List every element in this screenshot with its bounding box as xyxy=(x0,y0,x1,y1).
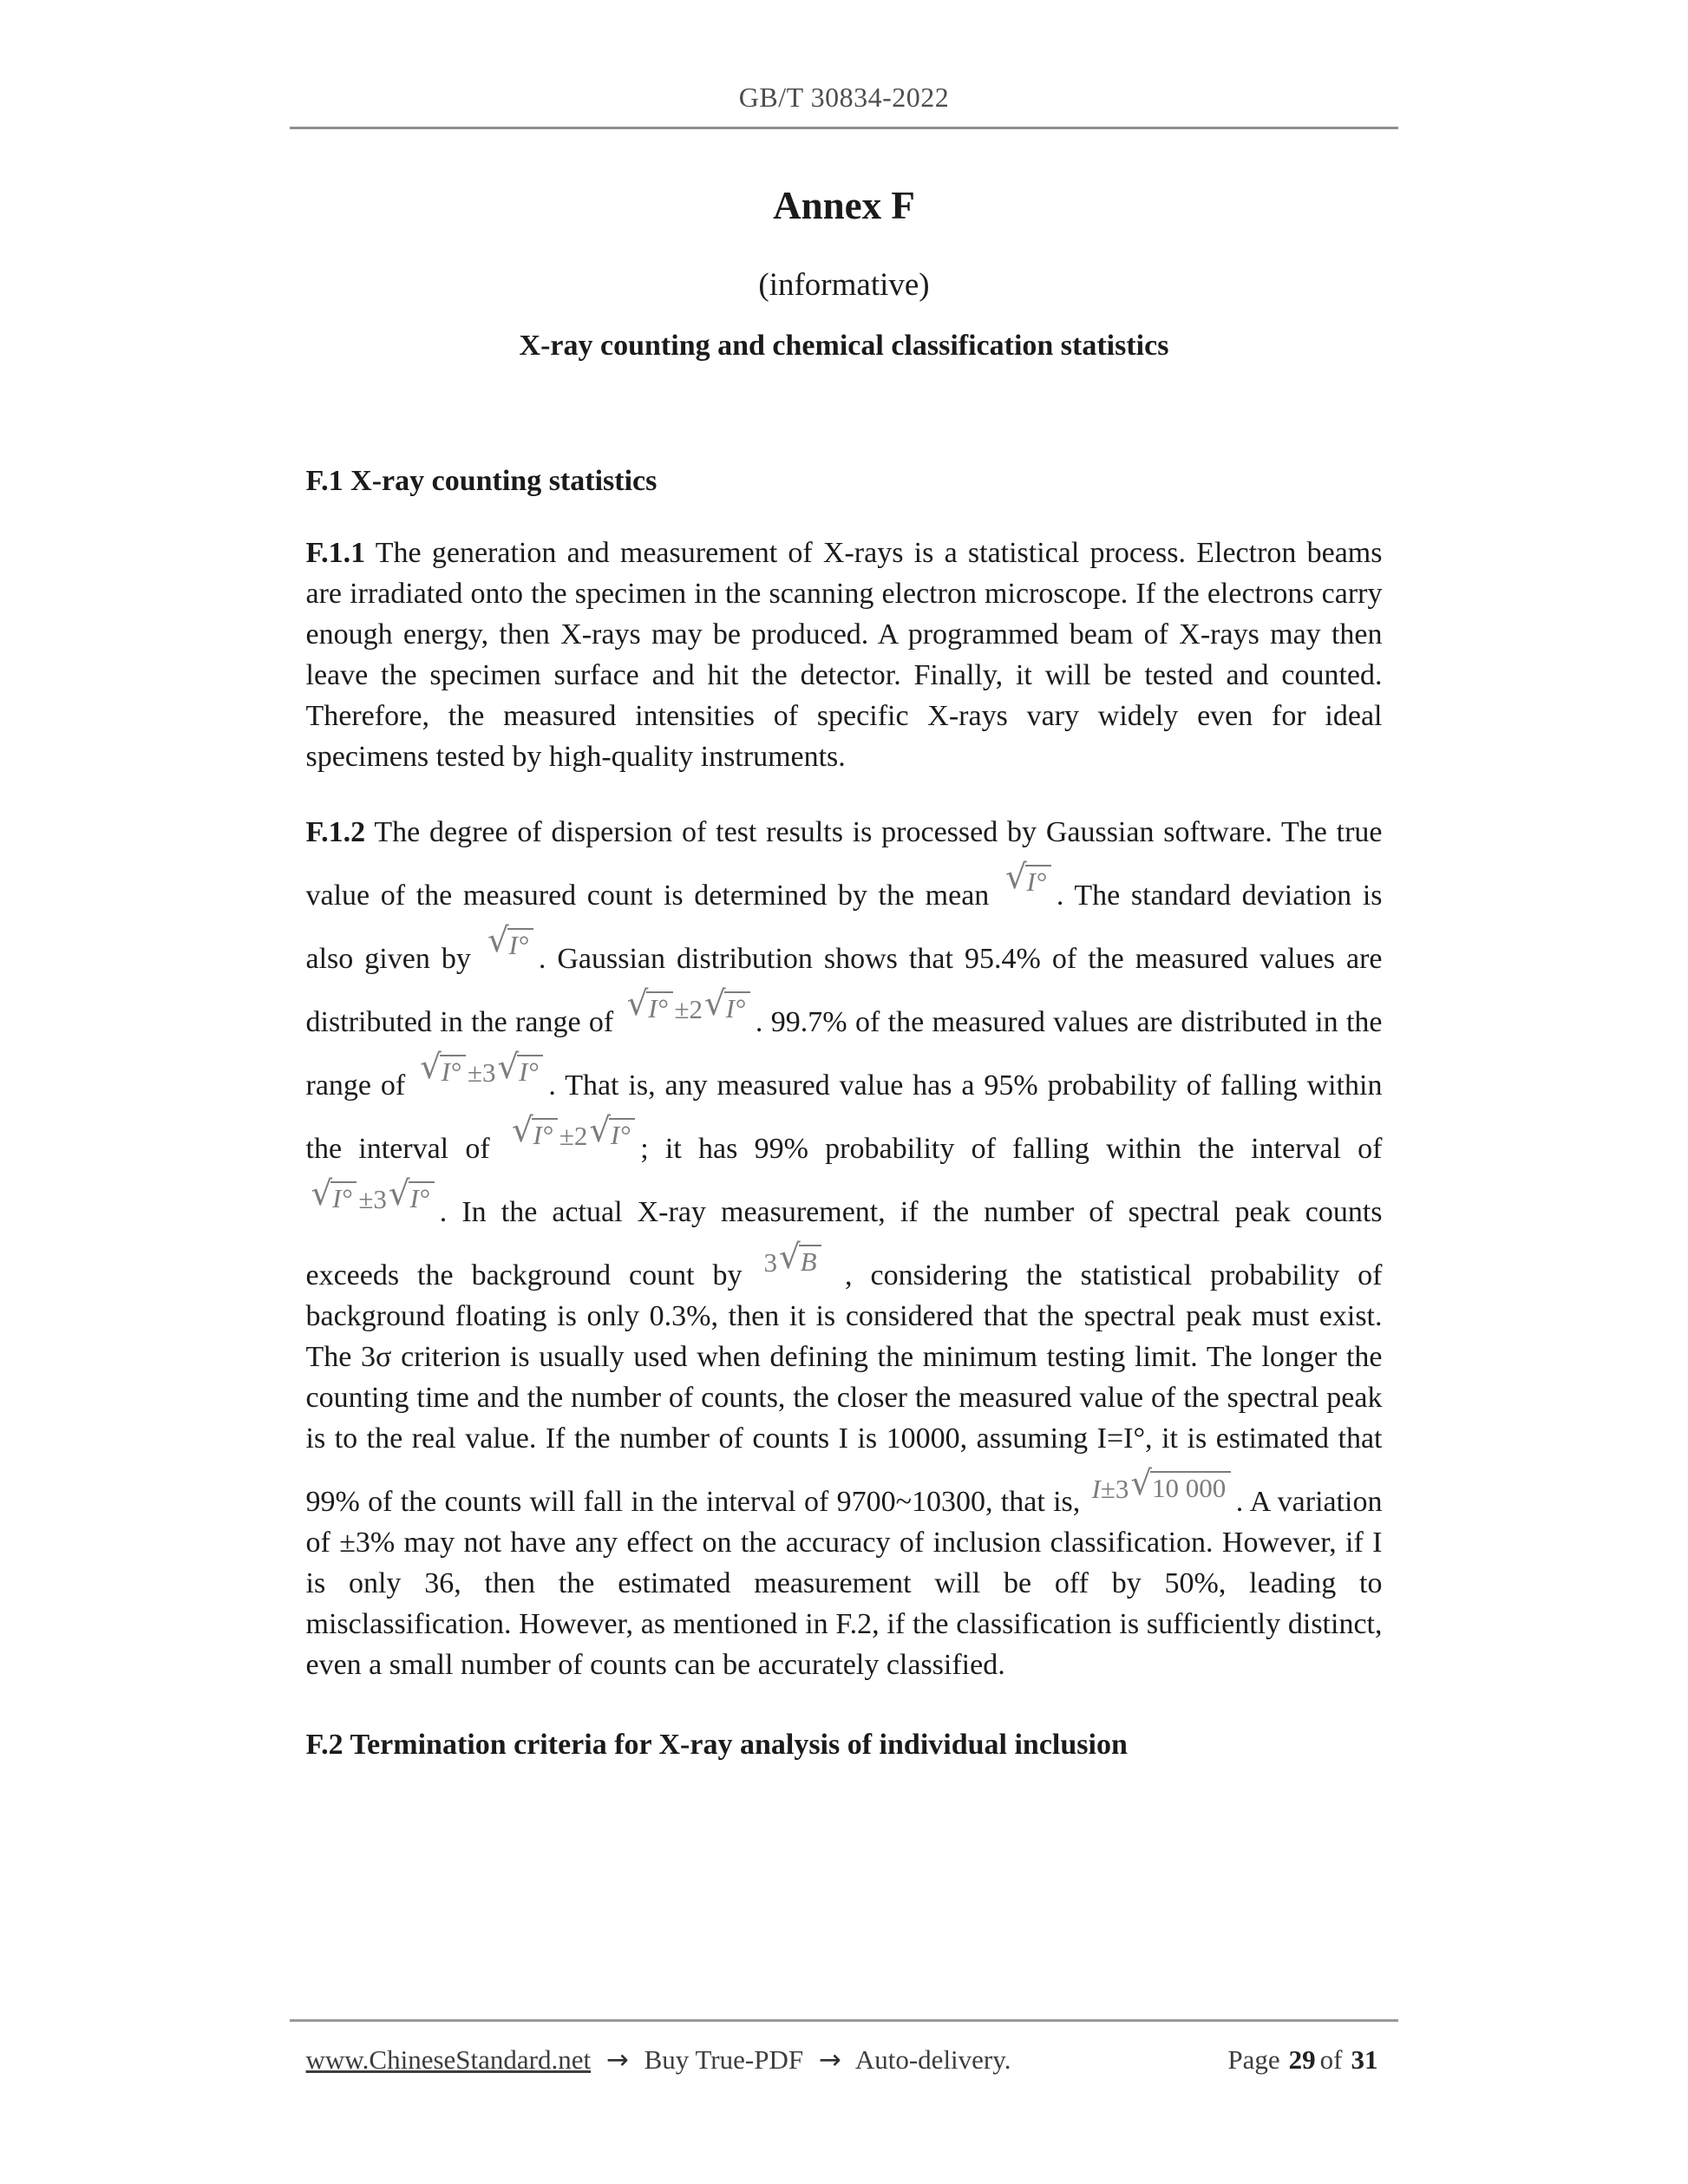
math-formula: I±3 √ 10 000 xyxy=(1089,1459,1236,1507)
document-number: GB/T 30834-2022 xyxy=(738,82,950,113)
section-f1-heading: F.1 X-ray counting statistics xyxy=(305,465,658,497)
page-label: Page xyxy=(1227,2044,1280,2075)
annex-subtitle: (informative) xyxy=(758,267,930,303)
current-page-number: 29 xyxy=(1288,2044,1316,2075)
annex-heading: X-ray counting and chemical classification statistics xyxy=(519,330,1169,362)
header-divider xyxy=(290,127,1398,129)
right-arrow-icon: → xyxy=(818,2044,841,2076)
total-page-count: 31 xyxy=(1351,2044,1378,2075)
document-content xyxy=(306,183,1383,1762)
footer-delivery-text: Auto-delivery. xyxy=(854,2044,1011,2075)
footer-buy-text: Buy True-PDF xyxy=(644,2044,804,2075)
math-formula: √ I° ±3 √ I° xyxy=(415,1043,548,1090)
math-formula: √ I° ±2 √ I° xyxy=(622,979,756,1027)
document-footer xyxy=(0,2019,1688,2076)
footer-divider xyxy=(290,2019,1398,2022)
annex-title: Annex F xyxy=(773,184,915,227)
page-indicator xyxy=(1227,2044,1382,2076)
math-formula: √ I° ±2 √ I° xyxy=(507,1106,640,1154)
right-arrow-icon: → xyxy=(605,2044,629,2076)
math-formula: 3 √ B xyxy=(761,1233,828,1280)
math-formula: √ I° xyxy=(1000,853,1057,900)
footer-row xyxy=(306,2044,1383,2076)
document-header xyxy=(0,0,1688,129)
math-formula: √ I° ±3 √ I° xyxy=(306,1169,440,1217)
math-formula: √ I° xyxy=(482,916,539,964)
of-label: of xyxy=(1319,2044,1343,2075)
website-link[interactable]: www.ChineseStandard.net xyxy=(305,2044,592,2075)
section-f2-heading: F.2 Termination criteria for X-ray analysis of individual inclusion xyxy=(305,1729,1128,1761)
footer-left xyxy=(306,2044,1011,2076)
paragraph-f12: F.1.2 The degree of dispersion of test results is processed by Gaussian software. The true value of the measured count is determined by the mean √ I° . The standard deviation is also given by √ I° . Gaussian distribution shows that 95.4% of the measured values are distributed in the range of √ I° ±2 √ I° . 99.7% of the measured values are distributed in the range of √ I° ±3 √ I° . That is, any measured value has a 95% probability of falling within the interval of √ I° ±2 √ I° ; it has 99% probability of falling within the interval of √ I° ±3 √ I° . In the actual X-ray measurement, if the number of spectral peak counts exceeds the background count by 3 √ B , considering the statistical probability of background floating is only 0.3%, then it is considered that the spectral peak must exist. The 3σ criterion is usually used when defining the minimum testing limit. The longer the counting time and the number of counts, the closer the measured value of the spectral peak is to the real value. If the number of counts I is 10000, assuming I=I°, it is estimated that 99% of the counts will fall in the interval of 9700~10300, that is, I±3 √ 10 000 . A variation of ±3% may not have any effect on the accuracy of inclusion classification. However, if I is only 36, then the estimated measurement will be off by 50%, leading to misclassification. However, as mentioned in F.2, if the classification is sufficiently distinct, even a small number of counts can be accurately classified. xyxy=(305,816,1383,1681)
paragraph-f11: F.1.1 The generation and measurement of X-rays is a statistical process. Electron beams are irradiated onto the specimen in the scanning electron microscope. If the electrons carry enough energy, then X-rays may be produced. A programmed beam of X-rays may then leave the specimen surface and hit the detector. Finally, it will be tested and counted. Therefore, the measured intensities of specific X-rays vary widely even for ideal specimens tested by high-quality instruments. xyxy=(305,537,1383,773)
